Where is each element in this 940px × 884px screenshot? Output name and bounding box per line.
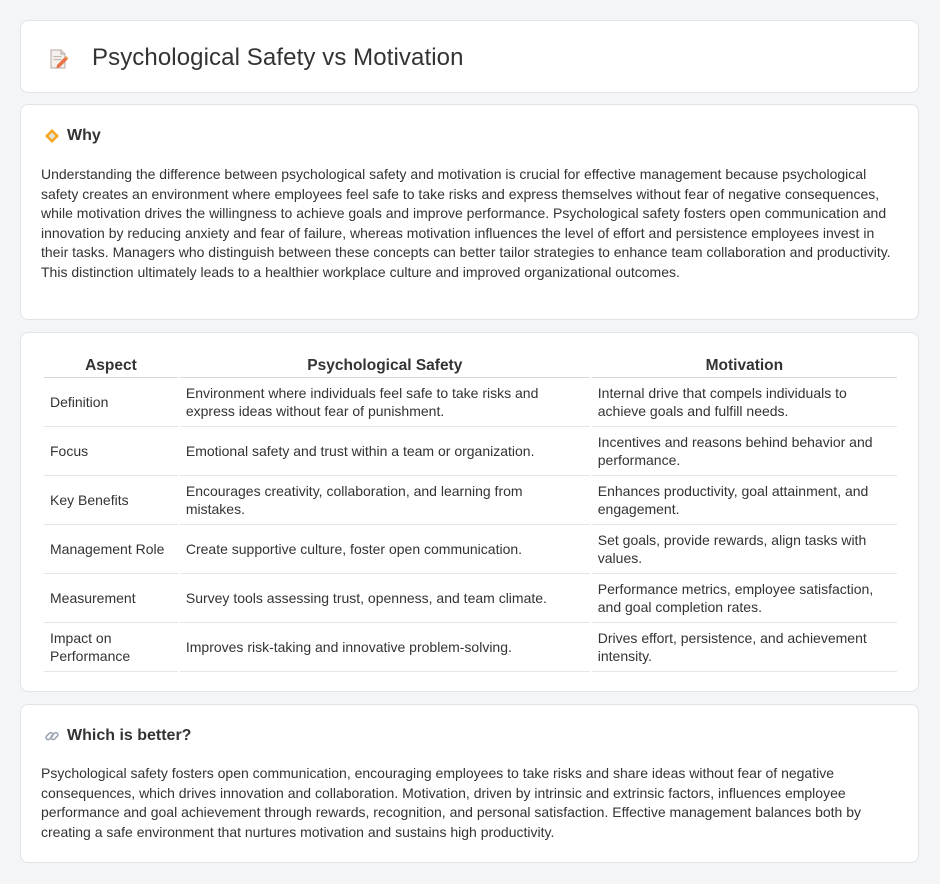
table-row (44, 378, 897, 427)
table-cell-psychological-safety: Survey tools assessing trust, openness, and team climate. (180, 574, 590, 623)
table-cell-aspect: Key Benefits (44, 476, 178, 525)
table-cell-aspect: Management Role (44, 525, 178, 574)
table-cell-aspect: Measurement (44, 574, 178, 623)
table-cell-motivation: Drives effort, persistence, and achievement intensity. (592, 623, 897, 672)
table-row (44, 623, 897, 672)
why-section (20, 104, 919, 320)
table-header-row (44, 353, 897, 378)
table-cell-aspect: Focus (44, 427, 178, 476)
which-is-better-section (20, 704, 919, 863)
table-row (44, 476, 897, 525)
why-heading: Why (67, 127, 101, 144)
table-cell-psychological-safety: Improves risk-taking and innovative problem-solving. (180, 623, 590, 672)
table-cell-psychological-safety: Environment where individuals feel safe to take risks and express ideas without fear of punishment. (180, 378, 590, 427)
which-is-better-heading: Which is better? (67, 727, 192, 744)
document-pencil-icon (48, 48, 70, 70)
which-is-better-text: Psychological safety fosters open communication, encouraging employees to take risks and share ideas without fear of negative consequences, which drives innovation and collaboration. Motivation, driven by intrinsic and extrinsic factors, influences employee performance and goal achievement through rewards, recognition, and personal satisfaction. Effective management balances both by creating a safe environment that nurtures motivation and sustains high productivity. (41, 765, 862, 840)
table-cell-aspect: Impact on Performance (44, 623, 178, 672)
column-header-aspect: Aspect (44, 353, 178, 378)
table-row (44, 574, 897, 623)
link-icon (44, 728, 60, 744)
comparison-section (20, 332, 919, 692)
column-header-motivation: Motivation (592, 353, 897, 378)
table-cell-psychological-safety: Encourages creativity, collaboration, and learning from mistakes. (180, 476, 590, 525)
page-title: Psychological Safety vs Motivation (92, 44, 464, 71)
diamond-icon (44, 128, 60, 144)
column-header-psychological-safety: Psychological Safety (180, 353, 590, 378)
table-cell-motivation: Enhances productivity, goal attainment, and engagement. (592, 476, 897, 525)
table-cell-aspect: Definition (44, 378, 178, 427)
comparison-table (42, 353, 899, 672)
table-cell-psychological-safety: Create supportive culture, foster open communication. (180, 525, 590, 574)
title-card (20, 20, 919, 93)
table-row (44, 427, 897, 476)
table-cell-motivation: Internal drive that compels individuals to achieve goals and fulfill needs. (592, 378, 897, 427)
table-cell-psychological-safety: Emotional safety and trust within a team or organization. (180, 427, 590, 476)
table-cell-motivation: Incentives and reasons behind behavior and performance. (592, 427, 897, 476)
why-text: Understanding the difference between psychological safety and motivation is crucial for effective management because psychological safety creates an environment where employees feel safe to take risks and express themselves without fear of negative consequences, while motivation drives the willingness to achieve goals and improve performance. Psychological safety fosters open communication and innovation by reducing anxiety and fear of failure, whereas motivation influences the level of effort and persistence employees invest in their tasks. Managers who distinguish between these concepts can better tailor strategies to enhance team collaboration and productivity. This distinction ultimately leads to a healthier workplace culture and improved organizational outcomes. (41, 166, 891, 280)
table-cell-motivation: Set goals, provide rewards, align tasks with values. (592, 525, 897, 574)
table-cell-motivation: Performance metrics, employee satisfaction, and goal completion rates. (592, 574, 897, 623)
table-row (44, 525, 897, 574)
